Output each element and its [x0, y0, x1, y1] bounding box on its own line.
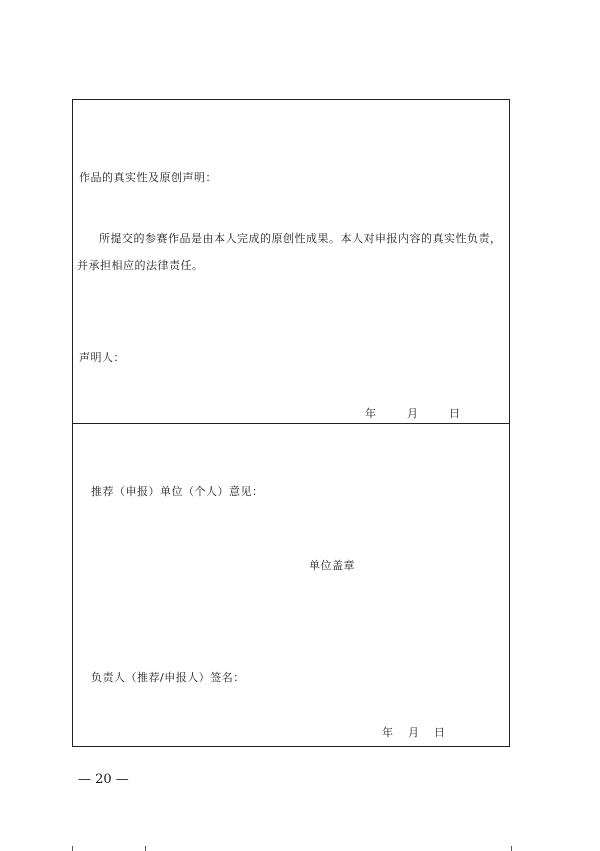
- date-year-label: 年: [382, 726, 393, 739]
- scan-mark: [145, 846, 146, 851]
- section-divider: [73, 423, 509, 424]
- declaration-date: [365, 407, 465, 421]
- declaration-body: 所提交的参赛作品是由本人完成的原创性成果。本人对申报内容的真实性负责，并承担相应的法律责任。: [77, 232, 502, 272]
- recommendation-signer-label: 负责人（推荐/申报人）签名：: [91, 671, 245, 684]
- date-month-label: 月: [408, 726, 419, 739]
- date-year-label: 年: [365, 407, 376, 420]
- scan-mark: [72, 846, 73, 851]
- seal-label: 单位盖章: [309, 559, 355, 572]
- recommendation-title: 推荐（申报）单位（个人）意见：: [91, 485, 264, 498]
- declaration-signer-label: 声明人：: [79, 351, 125, 364]
- scan-mark: [511, 846, 512, 851]
- form-table: [72, 99, 510, 747]
- declaration-title: 作品的真实性及原创声明：: [79, 171, 217, 184]
- date-day-label: 日: [449, 407, 460, 420]
- date-day-label: 日: [434, 726, 445, 739]
- page-number: — 20 —: [78, 772, 129, 787]
- recommendation-date: [382, 726, 462, 740]
- date-month-label: 月: [407, 407, 418, 420]
